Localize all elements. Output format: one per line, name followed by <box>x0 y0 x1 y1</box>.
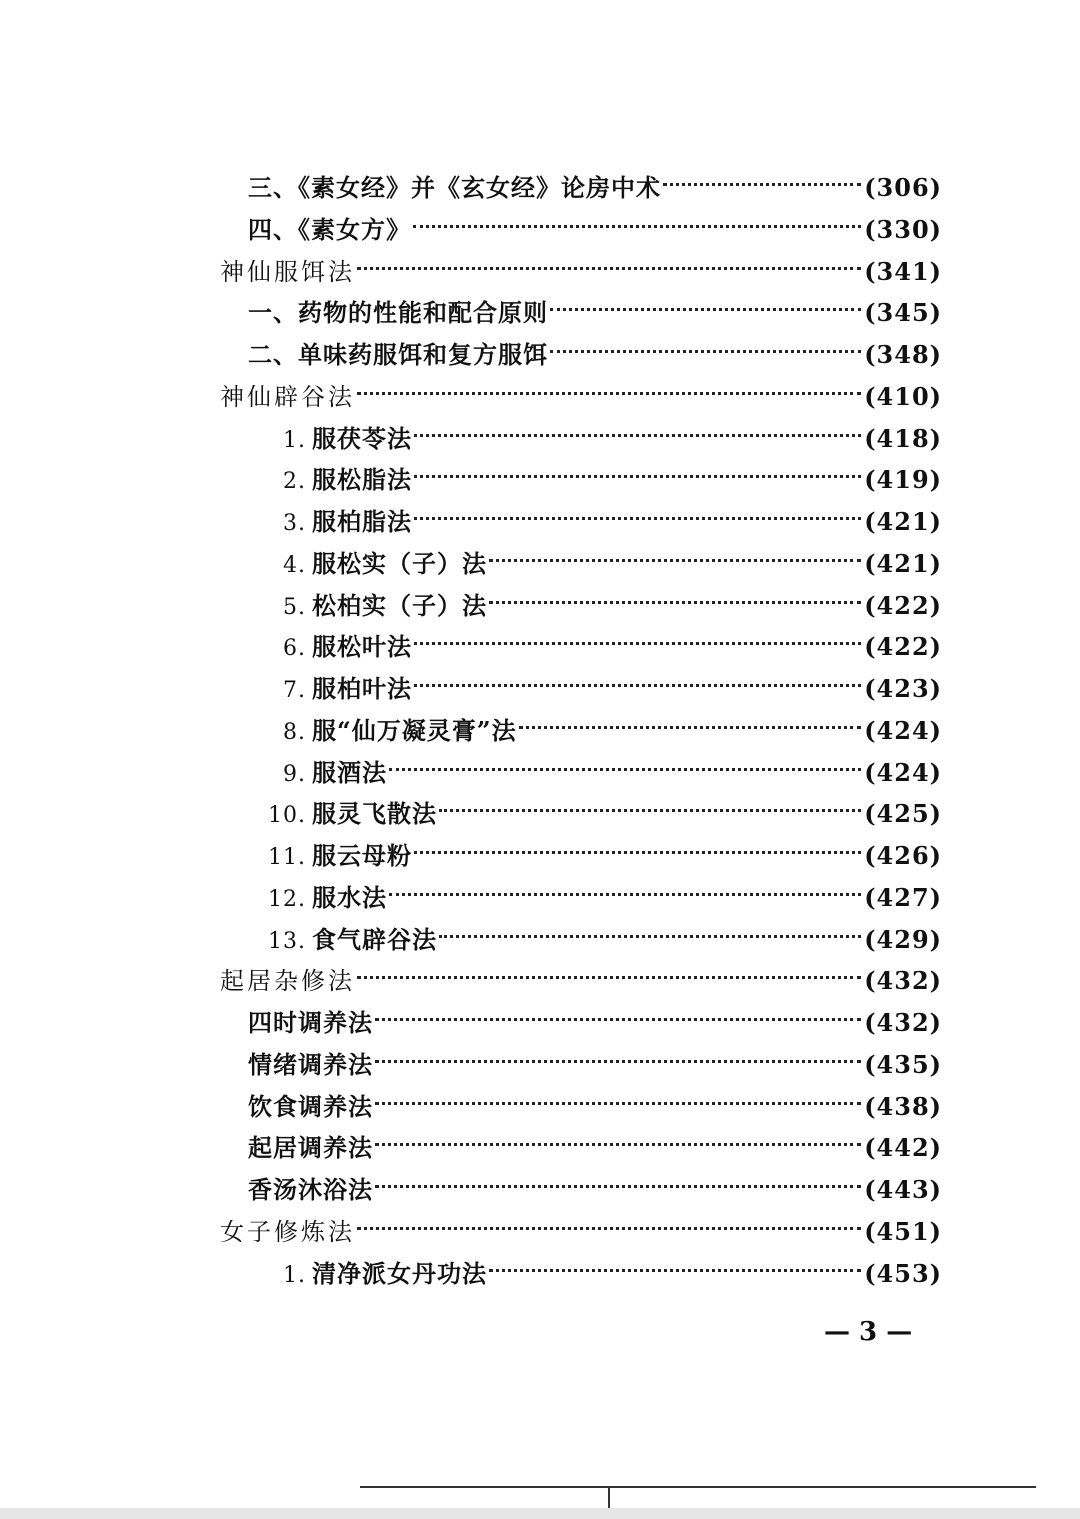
toc-entry-page: (432) <box>864 1008 942 1037</box>
toc-entry-title: 饮食调养法 <box>248 1091 373 1121</box>
toc-entry-title: 四时调养法 <box>248 1008 373 1037</box>
toc-leader-dots <box>375 1102 861 1105</box>
toc-section-title: 神仙服饵法 <box>220 257 355 286</box>
toc-entry-number: 13. <box>268 928 306 954</box>
toc-entry-number: 1. <box>283 1262 306 1288</box>
toc-entry <box>220 710 942 752</box>
toc-leader-dots <box>375 1143 861 1146</box>
toc-entry <box>220 1002 942 1044</box>
toc-entry <box>220 752 942 794</box>
toc-entry <box>220 668 942 710</box>
toc-leader-dots <box>489 601 861 604</box>
toc-leader-dots <box>519 726 862 729</box>
toc-entry-title: 情绪调养法 <box>248 1049 373 1079</box>
toc-entry-title: 三、《素女经》并《玄女经》论房中术 <box>248 173 661 202</box>
toc-leader-dots <box>357 267 861 270</box>
toc-leader-dots <box>663 183 861 186</box>
toc-leader-dots <box>357 1227 861 1230</box>
toc-section-title: 神仙辟谷法 <box>220 382 355 411</box>
toc-entry-title: 食气辟谷法 <box>312 924 437 954</box>
toc-entry-page: (425) <box>864 799 942 829</box>
toc-entry-page: (429) <box>864 924 942 954</box>
toc-entry-page: (348) <box>864 340 942 369</box>
toc-leader-dots <box>489 1269 861 1272</box>
toc-entry-page: (424) <box>864 715 942 745</box>
toc-entry-page: (438) <box>864 1091 942 1121</box>
toc-entry-number: 12. <box>268 886 306 912</box>
toc-leader-dots <box>414 684 861 687</box>
toc-entry-page: (422) <box>864 632 942 662</box>
toc-entry-page: (427) <box>864 882 942 912</box>
toc-entry <box>220 418 942 460</box>
toc-entry-title: 清净派女丹功法 <box>312 1258 487 1288</box>
toc-entry-number: 10. <box>268 803 306 829</box>
toc-leader-dots <box>375 1185 861 1188</box>
toc-entry-title: 服灵飞散法 <box>312 799 437 829</box>
toc-entry <box>220 585 942 627</box>
toc-entry <box>220 1086 942 1128</box>
page-edge <box>0 1508 1080 1519</box>
toc-entry-page: (422) <box>864 590 942 620</box>
toc-leader-dots <box>357 976 861 979</box>
toc-entry <box>220 1044 942 1086</box>
toc-entry <box>220 209 942 251</box>
toc-leader-dots <box>357 392 861 395</box>
toc-entry <box>220 459 942 501</box>
toc-leader-dots <box>489 559 861 562</box>
toc-entry-title: 四、《素女方》 <box>248 214 411 244</box>
toc-leader-dots <box>414 851 861 854</box>
toc-entry <box>220 501 942 543</box>
toc-entry-number: 7. <box>283 678 306 703</box>
toc-leader-dots <box>439 809 861 812</box>
toc-section <box>220 960 942 1002</box>
toc-entry-page: (330) <box>864 214 942 244</box>
toc-entry-number: 11. <box>268 845 306 870</box>
toc-entry <box>220 1127 942 1169</box>
toc-entry-title: 服松实（子）法 <box>312 548 487 578</box>
toc-entry-page: (418) <box>864 423 942 453</box>
toc-entry-page: (423) <box>864 674 942 703</box>
toc-leader-dots <box>439 935 861 938</box>
toc-entry <box>220 334 942 376</box>
table-of-contents <box>220 167 942 1294</box>
toc-entry <box>220 835 942 877</box>
toc-entry-number: 6. <box>283 636 306 662</box>
toc-entry-page: (419) <box>864 465 942 495</box>
toc-entry-title: 服云母粉 <box>312 841 412 870</box>
toc-entry-number: 8. <box>283 719 306 745</box>
toc-entry <box>220 877 942 919</box>
toc-section-title: 起居杂修法 <box>220 967 355 996</box>
footer-rule <box>360 1486 1036 1488</box>
toc-entry-title: 二、单味药服饵和复方服饵 <box>248 340 548 369</box>
toc-entry-title: 服柏叶法 <box>312 674 412 703</box>
toc-entry <box>220 626 942 668</box>
toc-leader-dots <box>414 475 861 478</box>
toc-entry <box>220 292 942 334</box>
toc-section <box>220 251 942 293</box>
toc-entry <box>220 543 942 585</box>
toc-entry-page: (426) <box>864 841 942 870</box>
toc-entry-title: 服茯苓法 <box>312 423 412 453</box>
toc-leader-dots <box>414 434 861 437</box>
toc-entry-number: 1. <box>283 427 306 453</box>
toc-section-page: (341) <box>864 256 942 286</box>
toc-entry-title: 服松叶法 <box>312 632 412 662</box>
toc-leader-dots <box>389 893 861 896</box>
toc-entry-page: (443) <box>864 1175 942 1204</box>
toc-section <box>220 1211 942 1253</box>
toc-entry <box>220 1169 942 1211</box>
toc-entry-number: 9. <box>283 761 306 787</box>
toc-leader-dots <box>550 350 861 353</box>
toc-entry-title: 服柏脂法 <box>312 507 412 536</box>
toc-entry-title: 一、药物的性能和配合原则 <box>248 298 548 328</box>
toc-leader-dots <box>414 642 861 645</box>
toc-entry-page: (435) <box>864 1049 942 1079</box>
toc-entry-number: 2. <box>283 469 306 495</box>
toc-section <box>220 376 942 418</box>
toc-entry-title: 服水法 <box>312 882 387 912</box>
toc-section-page: (410) <box>864 381 942 411</box>
toc-entry-title: 松柏实（子）法 <box>312 590 487 620</box>
page-number: — 3 — <box>824 1317 913 1347</box>
toc-entry <box>220 1253 942 1295</box>
toc-entry-page: (442) <box>864 1133 942 1163</box>
toc-section-title: 女子修炼法 <box>220 1217 355 1246</box>
toc-section-page: (451) <box>864 1216 942 1246</box>
toc-entry <box>220 919 942 961</box>
toc-entry-page: (306) <box>864 173 942 202</box>
toc-entry-title: 服“仙万凝灵膏”法 <box>312 715 517 745</box>
toc-entry-title: 服酒法 <box>312 757 387 787</box>
toc-entry-title: 服松脂法 <box>312 465 412 495</box>
toc-entry-page: (345) <box>864 298 942 328</box>
toc-entry-page: (424) <box>864 757 942 787</box>
toc-entry-page: (421) <box>864 507 942 536</box>
toc-entry-number: 4. <box>283 552 306 578</box>
toc-section-page: (432) <box>864 966 942 996</box>
toc-entry-page: (453) <box>864 1258 942 1288</box>
toc-leader-dots <box>375 1060 861 1063</box>
toc-leader-dots <box>389 768 861 771</box>
toc-leader-dots <box>375 1018 861 1021</box>
toc-leader-dots <box>414 517 861 520</box>
toc-entry-title: 香汤沐浴法 <box>248 1175 373 1204</box>
toc-entry-title: 起居调养法 <box>248 1133 373 1163</box>
toc-entry-number: 5. <box>283 594 306 620</box>
toc-entry-page: (421) <box>864 548 942 578</box>
toc-entry <box>220 167 942 209</box>
toc-leader-dots <box>550 308 861 311</box>
toc-leader-dots <box>413 225 861 228</box>
toc-entry <box>220 793 942 835</box>
toc-entry-number: 3. <box>283 511 306 536</box>
